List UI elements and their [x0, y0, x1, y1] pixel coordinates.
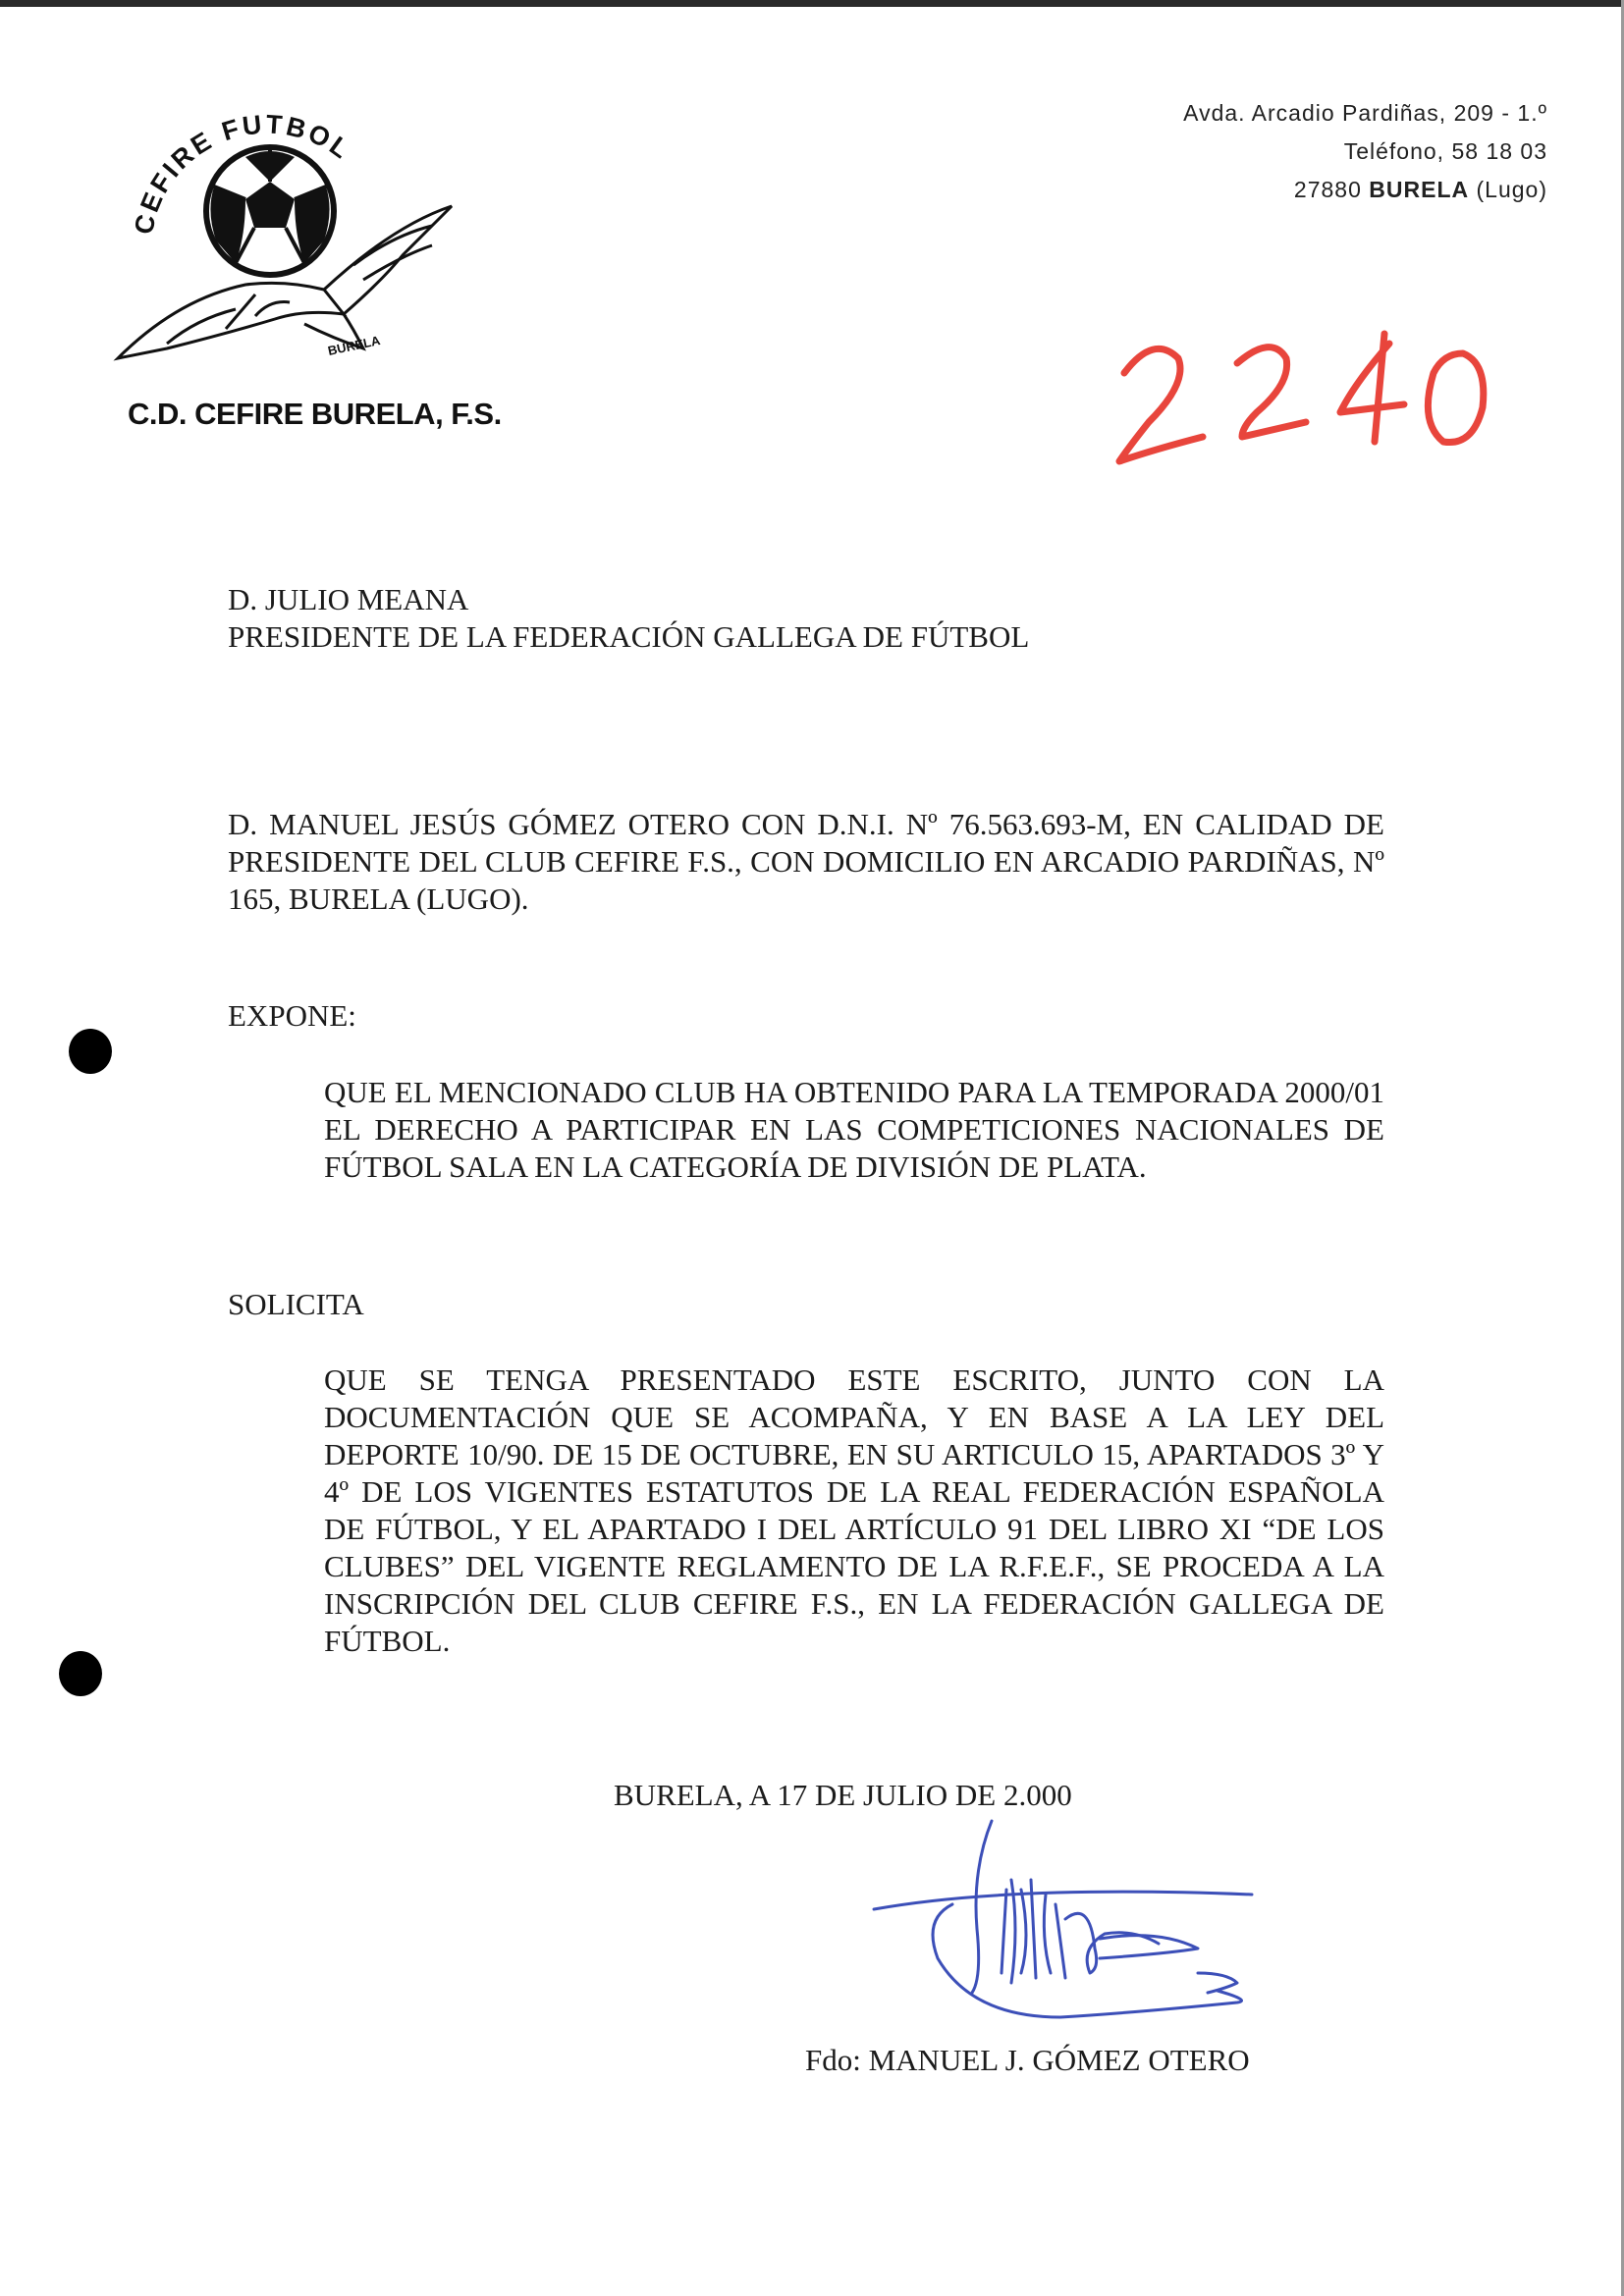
- handwritten-signature: [864, 1811, 1296, 2037]
- phone-line: [1183, 133, 1547, 171]
- punch-hole: [69, 1029, 112, 1074]
- logo-small-text: BURELA: [326, 332, 382, 358]
- logo-arc-text: CEFIRE FUTBOL: [129, 109, 357, 238]
- recipient-block: [228, 581, 1029, 656]
- date-line: BURELA, A 17 DE JULIO DE 2.000: [614, 1778, 1072, 1812]
- identity-paragraph: D. MANUEL JESÚS GÓMEZ OTERO CON D.N.I. Nº 76.563.693-M, EN CALIDAD DE PRESIDENTE DEL CLUB CEFIRE F.S., CON DOMICILIO EN ARCADIO PARDIÑAS, Nº 165, BURELA (LUGO).: [228, 807, 1384, 916]
- city-name: BURELA: [1369, 177, 1470, 202]
- letterhead-address-block: [1183, 94, 1547, 209]
- club-logo: [108, 88, 471, 383]
- recipient-name: D. JULIO MEANA: [228, 582, 469, 616]
- city-line: [1183, 171, 1547, 209]
- solicita-paragraph: QUE SE TENGA PRESENTADO ESTE ESCRITO, JUNTO CON LA DOCUMENTACIÓN QUE SE ACOMPAÑA, Y EN BASE A LA LEY DEL DEPORTE 10/90. DE 15 DE OCTUBRE, EN SU ARTICULO 15, APARTADOS 3º Y 4º DE LOS VIGENTES ESTATUTOS DE LA REAL FEDERACIÓN ESPAÑOLA DE FÚTBOL, Y EL APARTADO I DEL ARTÍCULO 91 DEL LIBRO XI “DE LOS CLUBES” DEL VIGENTE REGLAMENTO DE LA R.F.E.F., SE PROCEDA A LA INSCRIPCIÓN DEL CLUB CEFIRE F.S., EN LA FEDERACIÓN GALLEGA DE FÚTBOL.: [324, 1362, 1384, 1658]
- club-name: C.D. CEFIRE BURELA, F.S.: [128, 397, 502, 431]
- recipient-title: PRESIDENTE DE LA FEDERACIÓN GALLEGA DE FÚTBOL: [228, 619, 1030, 654]
- punch-hole: [59, 1651, 102, 1696]
- club-logo-graphic: [108, 88, 471, 383]
- postal-code: 27880: [1293, 177, 1362, 202]
- handwritten-registration-number: [1095, 314, 1556, 491]
- province-name: (Lugo): [1476, 177, 1547, 202]
- signed-by: Fdo: MANUEL J. GÓMEZ OTERO: [805, 2043, 1250, 2077]
- address-line: Avda. Arcadio Pardiñas, 209 - 1.º: [1183, 100, 1547, 126]
- expone-heading: EXPONE:: [228, 998, 356, 1033]
- phone-number: 58 18 03: [1451, 138, 1547, 164]
- page-top-edge: [0, 0, 1624, 7]
- football-icon: [206, 147, 334, 275]
- phone-label: Teléfono,: [1343, 138, 1445, 164]
- solicita-heading: SOLICITA: [228, 1287, 364, 1321]
- expone-paragraph: QUE EL MENCIONADO CLUB HA OBTENIDO PARA LA TEMPORADA 2000/01 EL DERECHO A PARTICIPAR EN LAS COMPETICIONES NACIONALES DE FÚTBOL SALA EN LA CATEGORÍA DE DIVISIÓN DE PLATA.: [324, 1075, 1384, 1184]
